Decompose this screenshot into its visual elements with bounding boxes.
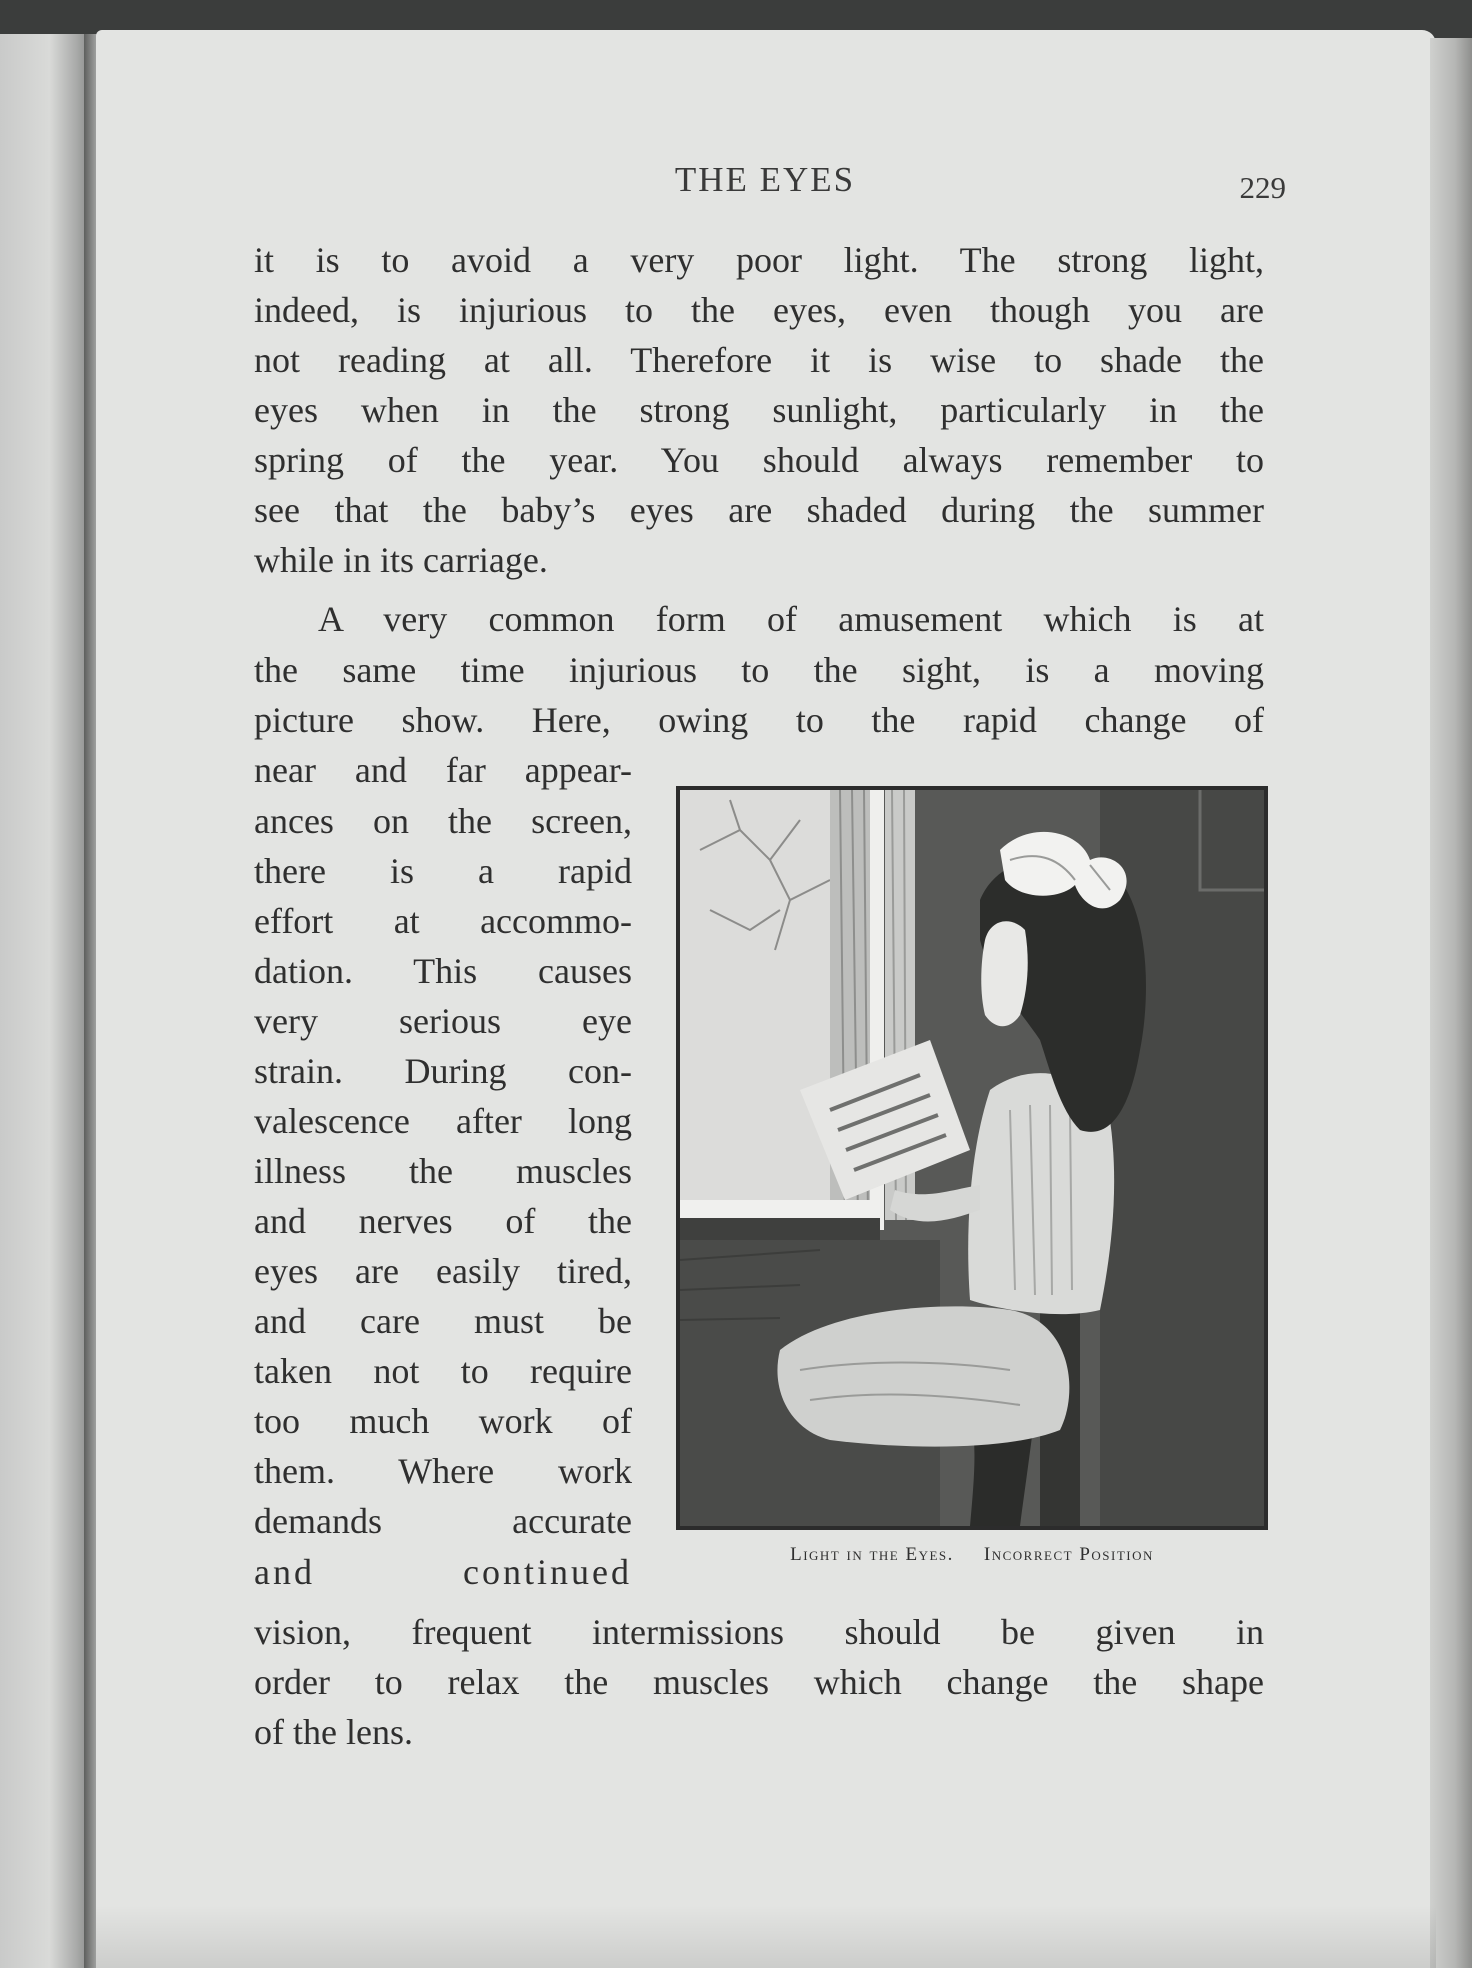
body-line: of the lens. [254,1712,413,1752]
body-line: near and far appear- [254,750,632,790]
left-page-edge [0,34,90,1968]
page-right-edge [1430,38,1472,1968]
figure-caption-subtitle: Incorrect Position [983,1544,1154,1565]
body-line: indeed, is injurious to the eyes, even though you are [254,290,1264,330]
body-line: and continued [254,1552,632,1592]
body-line: them. Where work [254,1451,632,1491]
body-line: ances on the screen, [254,801,632,841]
body-line: dation. This causes [254,951,632,991]
figure-caption [676,1544,1268,1566]
illustration-drawing [680,790,1264,1526]
body-line: it is to avoid a very poor light. The strong light, [254,240,1264,280]
body-line: effort at accommo- [254,901,632,941]
body-line: very serious eye [254,1001,632,1041]
body-line: there is a rapid [254,851,632,891]
body-line: strain. During con- [254,1051,632,1091]
body-line: picture show. Here, owing to the rapid change of [254,700,1264,740]
body-line: and nerves of the [254,1201,632,1241]
body-line: taken not to require [254,1351,632,1391]
body-line: eyes are easily tired, [254,1251,632,1291]
body-line: vision, frequent intermissions should be given in [254,1612,1264,1652]
body-line: and care must be [254,1301,632,1341]
page-bottom-shade [96,1905,1436,1968]
illustration-girl-reading-by-window [676,786,1268,1530]
body-line: too much work of [254,1401,632,1441]
body-line: the same time injurious to the sight, is a moving [254,650,1264,690]
body-line: while in its carriage. [254,540,548,580]
body-line: eyes when in the strong sunlight, particularly in the [254,390,1264,430]
body-line: valescence after long [254,1101,632,1141]
figure-caption-title: Light in the Eyes. [790,1544,954,1565]
body-line: not reading at all. Therefore it is wise to shade the [254,340,1264,380]
body-line: see that the baby’s eyes are shaded during the summer [254,490,1264,530]
body-line: A very common form of amusement which is at [318,599,1264,639]
body-line: spring of the year. You should always remember to [254,440,1264,480]
body-line: demands accurate [254,1501,632,1541]
page-number: 229 [1239,170,1286,205]
body-line: order to relax the muscles which change the shape [254,1662,1264,1702]
body-line: illness the muscles [254,1151,632,1191]
running-header-title: THE EYES [674,160,856,199]
